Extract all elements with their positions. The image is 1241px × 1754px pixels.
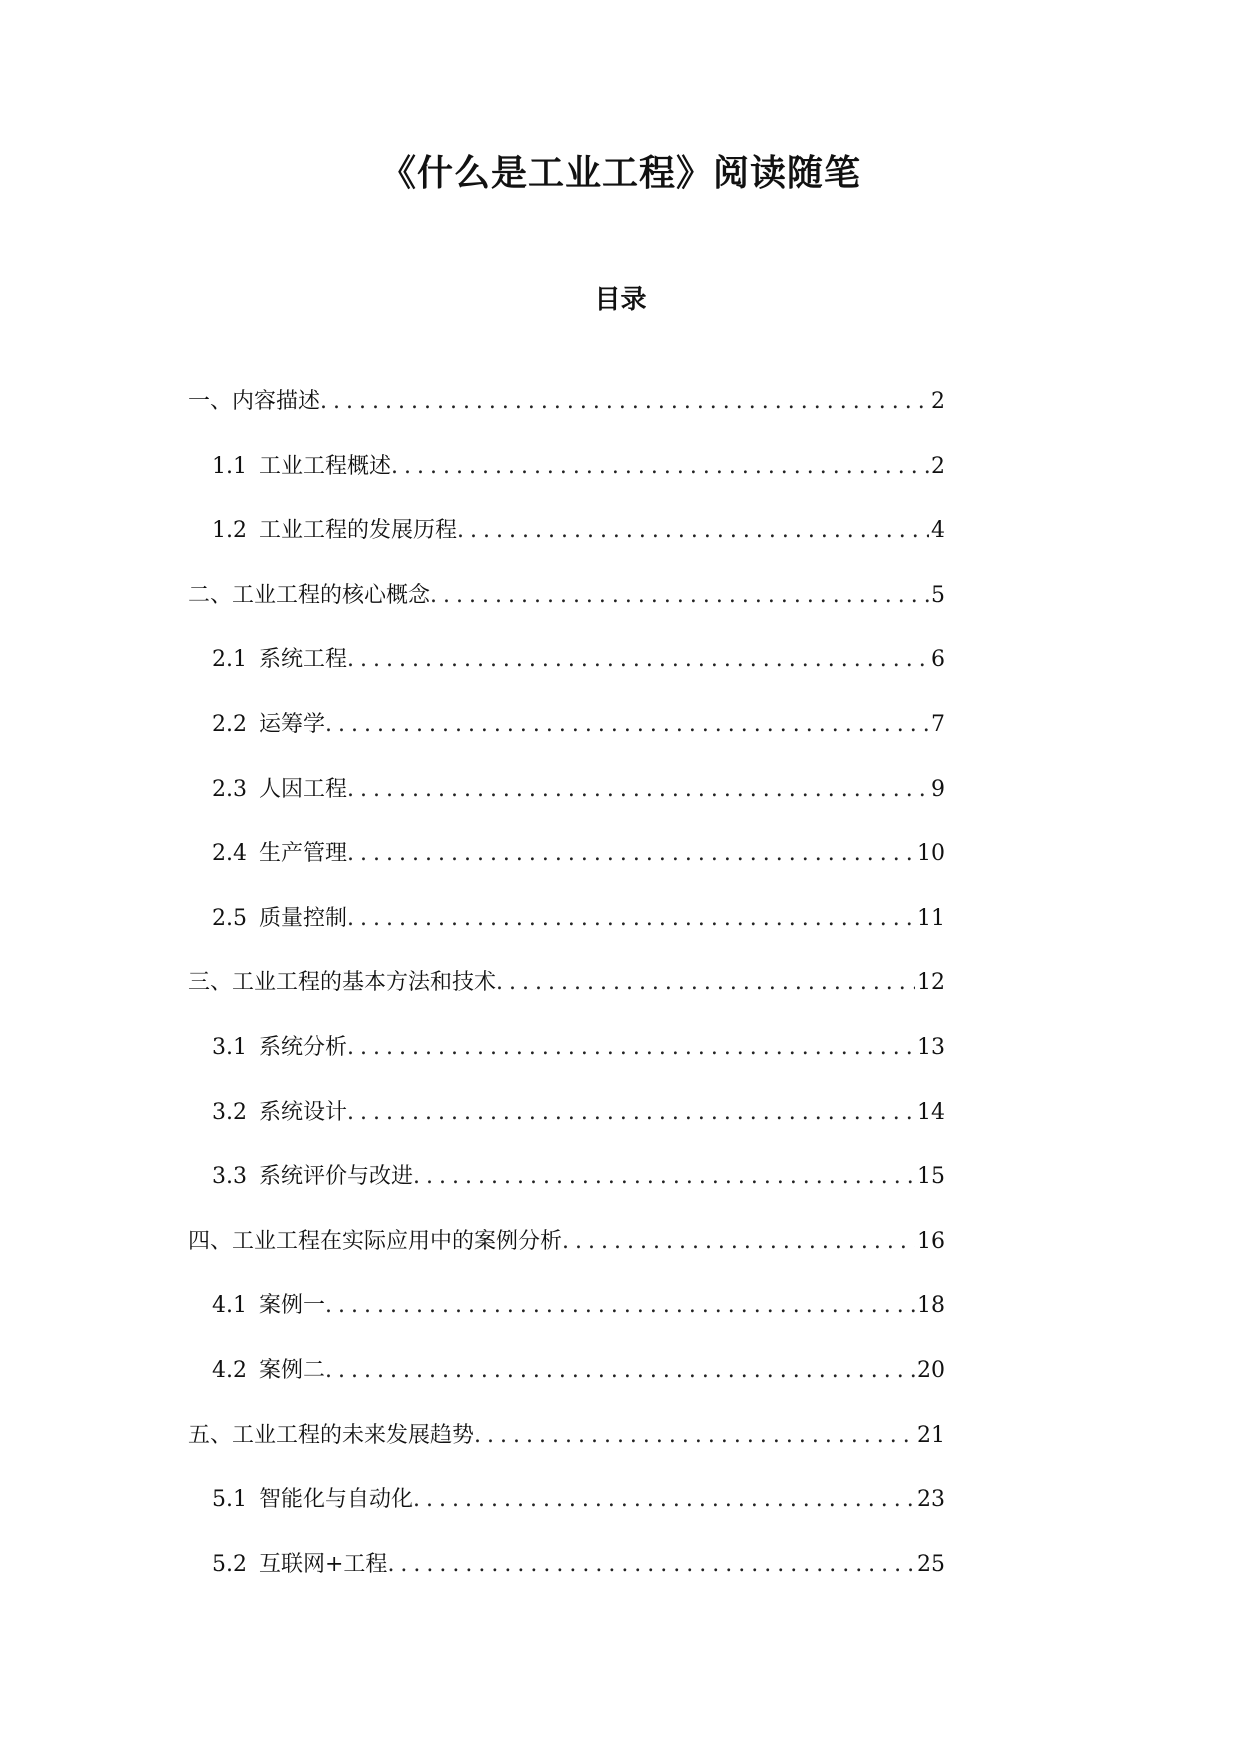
toc-entry-label: 案例一: [259, 1293, 326, 1319]
toc-entry-label: 互联网+工程: [259, 1551, 388, 1577]
toc-entry[interactable]: [188, 385, 945, 450]
toc-page-number: 18: [917, 1293, 945, 1319]
toc-dot-leader: [347, 902, 915, 936]
toc-page-number: 16: [917, 1228, 945, 1254]
toc-page-number: 12: [917, 970, 945, 996]
toc-entry[interactable]: [188, 643, 945, 708]
toc-page-number: 15: [917, 1164, 945, 1190]
toc-page-number: 5: [931, 582, 945, 608]
toc-entry[interactable]: [188, 902, 945, 967]
toc-page-number: 6: [931, 647, 945, 673]
toc-page-number: 9: [931, 776, 945, 802]
toc-entry[interactable]: [188, 1031, 945, 1096]
toc-entry[interactable]: [188, 708, 945, 773]
toc-entry[interactable]: [188, 1160, 945, 1225]
toc-entry-label: 工业工程概述: [259, 453, 392, 479]
toc-section-number: 3.3: [212, 1164, 247, 1190]
toc-entry-label: 系统设计: [259, 1099, 348, 1125]
toc-dot-leader: [430, 579, 929, 613]
toc-entry-label: 二、工业工程的核心概念: [188, 582, 431, 608]
toc-entry[interactable]: [188, 1096, 945, 1161]
toc-dot-leader: [391, 450, 929, 484]
toc-section-number: 5.2: [212, 1551, 247, 1577]
toc-entry[interactable]: [188, 1483, 945, 1548]
toc-heading: 目录: [594, 285, 647, 315]
toc-entry-label: 五、工业工程的未来发展趋势: [188, 1422, 475, 1448]
toc-entry-label: 质量控制: [259, 905, 348, 931]
toc-entry-label: 四、工业工程在实际应用中的案例分析: [188, 1228, 563, 1254]
toc-entry-label: 工业工程的发展历程: [259, 518, 458, 544]
toc-dot-leader: [413, 1483, 915, 1517]
toc-dot-leader: [347, 1096, 915, 1130]
toc-section-number: 2.1: [212, 647, 247, 673]
toc-entry-label: 智能化与自动化: [259, 1487, 414, 1513]
toc-dot-leader: [325, 708, 929, 742]
toc-section-number: 5.1: [212, 1487, 247, 1513]
toc-entry[interactable]: [188, 1354, 945, 1419]
toc-dot-leader: [413, 1160, 915, 1194]
toc-entry[interactable]: [188, 579, 945, 644]
toc-entry-label: 系统评价与改进: [259, 1164, 414, 1190]
toc-entry-label: 运筹学: [259, 711, 326, 737]
toc-dot-leader: [325, 1354, 915, 1388]
toc-page-number: 13: [917, 1034, 945, 1060]
toc-section-number: 3.1: [212, 1034, 247, 1060]
toc-section-number: 2.3: [212, 776, 247, 802]
toc-dot-leader: [347, 643, 929, 677]
toc-section-number: 3.2: [212, 1099, 247, 1125]
toc-entry-label: 一、内容描述: [188, 389, 321, 414]
toc-entry[interactable]: [188, 1289, 945, 1354]
toc-page-number: 11: [917, 905, 945, 931]
toc-entry-label: 人因工程: [259, 776, 348, 802]
toc-page-number: 7: [931, 711, 945, 737]
table-of-contents: [188, 385, 945, 1612]
toc-page-number: 10: [917, 841, 945, 867]
toc-entry[interactable]: [188, 1548, 945, 1613]
toc-page-number: 4: [931, 518, 945, 544]
toc-entry-label: 系统分析: [259, 1034, 348, 1060]
toc-entry[interactable]: [188, 1419, 945, 1484]
toc-section-number: 4.1: [212, 1293, 247, 1319]
toc-section-number: 4.2: [212, 1357, 247, 1383]
toc-dot-leader: [320, 385, 929, 419]
toc-entry[interactable]: [188, 450, 945, 515]
toc-dot-leader: [347, 1031, 915, 1065]
toc-entry[interactable]: [188, 837, 945, 902]
toc-entry-label: 案例二: [259, 1357, 326, 1383]
toc-dot-leader: [347, 773, 929, 807]
toc-dot-leader: [457, 514, 929, 548]
toc-page-number: 23: [917, 1487, 945, 1513]
toc-section-number: 2.4: [212, 841, 247, 867]
toc-dot-leader: [325, 1289, 915, 1323]
toc-section-number: 1.2: [212, 518, 247, 544]
toc-page-number: 14: [917, 1099, 945, 1125]
toc-entry[interactable]: [188, 773, 945, 838]
toc-entry[interactable]: [188, 1225, 945, 1290]
toc-dot-leader: [387, 1548, 915, 1582]
toc-page-number: 2: [931, 453, 945, 479]
document-title: 《什么是工业工程》阅读随笔: [379, 153, 861, 194]
toc-page-number: 21: [917, 1422, 945, 1448]
toc-dot-leader: [496, 966, 915, 1000]
toc-entry-label: 生产管理: [259, 841, 348, 867]
toc-page-number: 25: [917, 1551, 945, 1577]
toc-dot-leader: [474, 1419, 915, 1453]
toc-entry[interactable]: [188, 966, 945, 1031]
toc-entry[interactable]: [188, 514, 945, 579]
toc-page-number: 20: [917, 1357, 945, 1383]
toc-section-number: 1.1: [212, 453, 247, 479]
toc-dot-leader: [562, 1225, 915, 1259]
toc-entry-label: 三、工业工程的基本方法和技术: [188, 970, 497, 996]
toc-section-number: 2.5: [212, 905, 247, 931]
toc-dot-leader: [347, 837, 915, 871]
toc-section-number: 2.2: [212, 711, 247, 737]
toc-page-number: 2: [931, 389, 945, 414]
toc-entry-label: 系统工程: [259, 647, 348, 673]
